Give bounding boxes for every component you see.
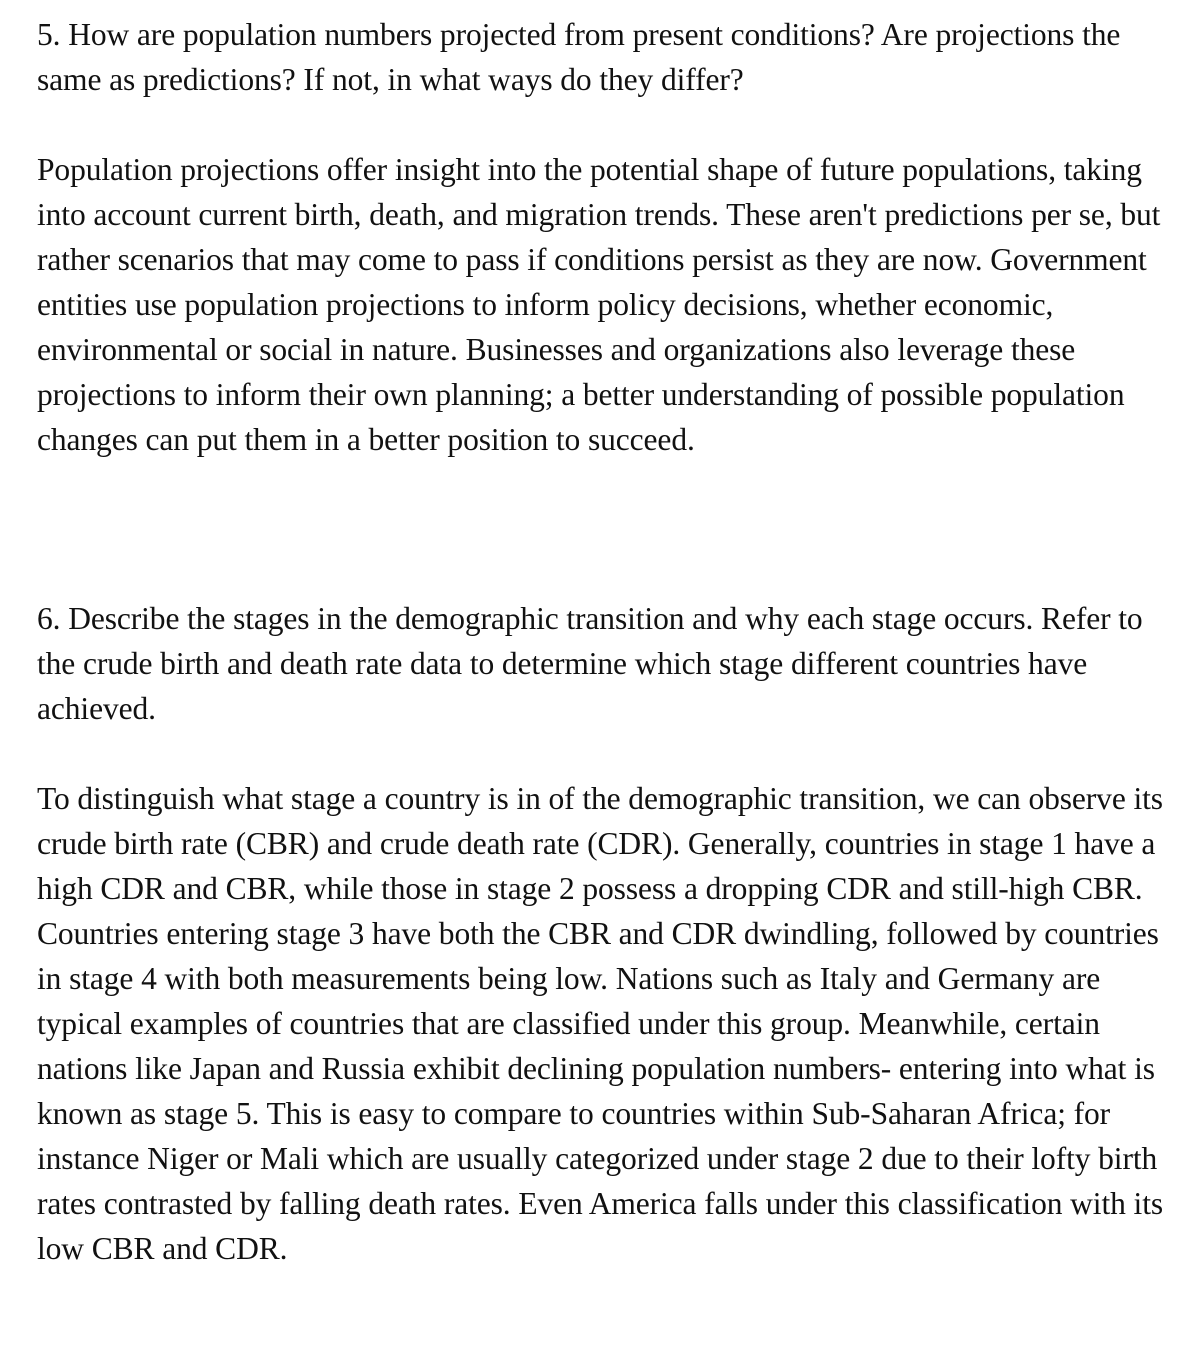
- answer-6: To distinguish what stage a country is in of the demographic transition, we can observe its crude birth rate (CBR) and crude death rate (CDR). Generally, countries in stage 1 have a high CDR and CBR, while those in stage 2 possess a dropping CDR and still-high CBR. Countries entering stage 3 have both the CBR and CDR dwindling, followed by countries in stage 4 with both measurements being low. Nations such as Italy and Germany are typical examples of countries that are classified under this group. Meanwhile, certain nations like Japan and Russia exhibit declining population numbers- entering into what is known as stage 5. This is easy to compare to countries within Sub-Saharan Africa; for instance Niger or Mali which are usually categorized under stage 2 due to their lofty birth rates contrasted by falling death rates. Even America falls under this classification with its low CBR and CDR.: [37, 781, 1164, 1266]
- question-5: 5. How are population numbers projected from present conditions? Are projections the same as predictions? If not, in what ways do they differ?: [37, 17, 1121, 97]
- question-6: 6. Describe the stages in the demographic transition and why each stage occurs. Refer to the crude birth and death rate data to determine which stage different countries have achieved.: [37, 601, 1143, 726]
- answer-5: Population projections offer insight into the potential shape of future populations, taking into account current birth, death, and migration trends. These aren't predictions per se, but rather scenarios that may come to pass if conditions persist as they are now. Government entities use population projections to inform policy decisions, whether economic, environmental or social in nature. Businesses and organizations also leverage these projections to inform their own planning; a better understanding of possible population changes can put them in a better position to succeed.: [37, 152, 1161, 457]
